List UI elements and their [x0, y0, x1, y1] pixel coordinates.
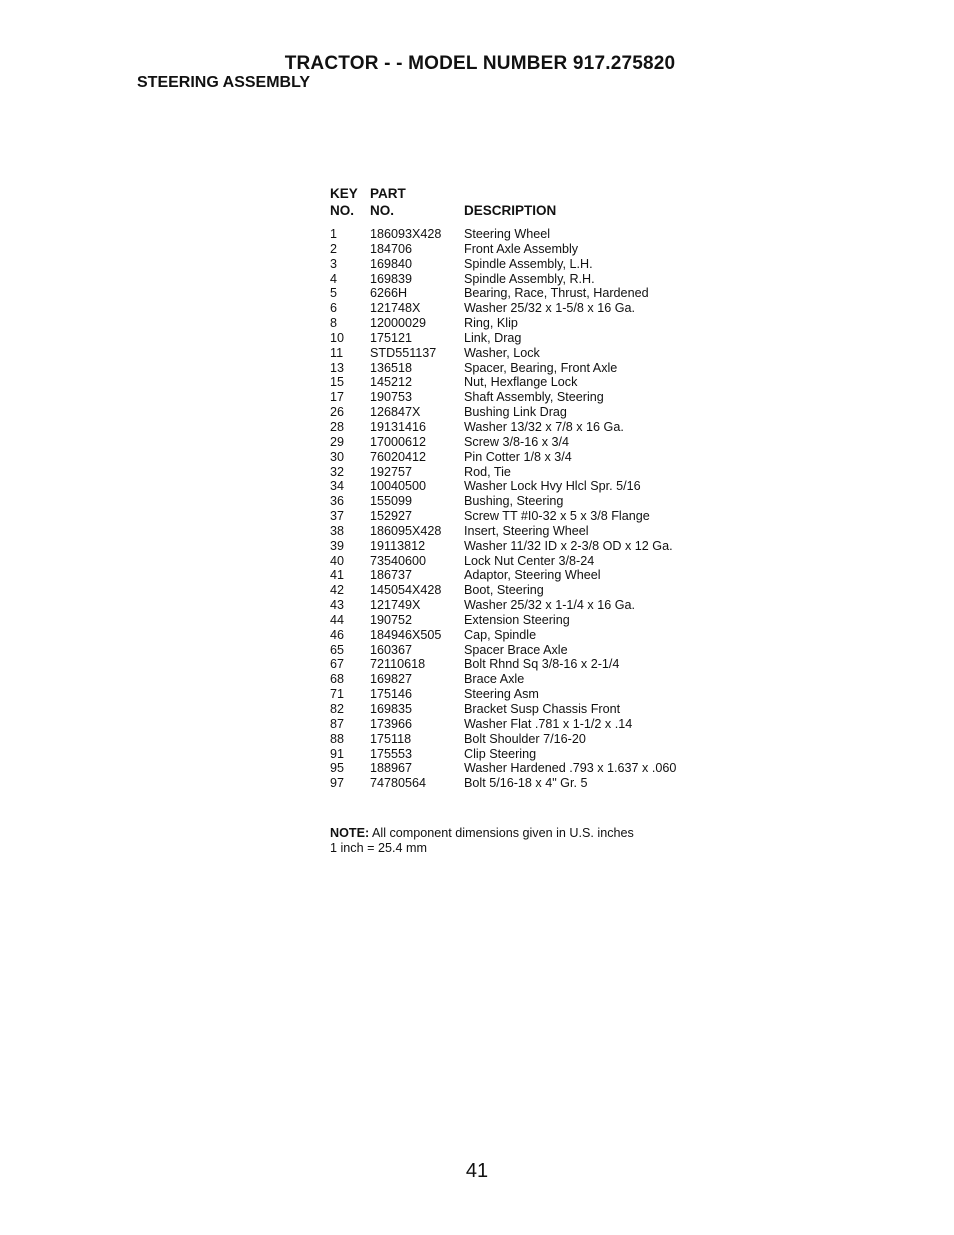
description-cell: Washer 25/32 x 1-1/4 x 16 Ga.	[464, 598, 636, 613]
table-row	[330, 732, 730, 747]
key-no-cell: 41	[330, 568, 345, 583]
key-no-cell: 95	[330, 761, 345, 776]
table-row	[330, 242, 730, 257]
description-cell: Washer 11/32 ID x 2-3/8 OD x 12 Ga.	[464, 538, 673, 553]
key-no-cell: 67	[330, 657, 345, 672]
table-row	[330, 375, 730, 390]
description-cell: Rod, Tie	[464, 464, 511, 479]
description-cell: Cap, Spindle	[464, 627, 537, 642]
part-no-cell: 175121	[370, 330, 413, 345]
table-row	[330, 450, 730, 465]
description-cell: Insert, Steering Wheel	[464, 523, 589, 538]
part-no-cell: 186093X428	[370, 227, 442, 241]
page-number: 41	[465, 1160, 489, 1182]
key-no-cell: 28	[330, 419, 345, 434]
table-row	[330, 539, 730, 554]
description-cell: Spacer Brace Axle	[464, 642, 568, 657]
part-no-cell: 173966	[370, 716, 413, 731]
section-title: STEERING ASSEMBLY	[137, 74, 311, 91]
key-no-cell: 46	[330, 627, 345, 642]
description-cell: Washer Flat .781 x 1-1/2 x .14	[464, 716, 633, 731]
key-no-cell: 17	[330, 390, 345, 405]
part-no-cell: 169827	[370, 672, 413, 687]
description-cell: Clip Steering	[464, 746, 537, 761]
table-row	[330, 761, 730, 776]
key-no-cell: 1	[330, 227, 338, 241]
table-row	[330, 613, 730, 628]
part-no-cell: 145212	[370, 375, 413, 390]
table-row	[330, 435, 730, 450]
key-no-cell: 6	[330, 301, 338, 316]
part-no-cell: 169839	[370, 271, 413, 286]
key-no-cell: 38	[330, 523, 345, 538]
description-cell: Spacer, Bearing, Front Axle	[464, 360, 618, 375]
description-cell: Adaptor, Steering Wheel	[464, 568, 601, 583]
description-cell: Boot, Steering	[464, 583, 544, 598]
key-no-cell: 13	[330, 360, 345, 375]
header-part: PART	[370, 186, 406, 201]
key-no-cell: 2	[330, 241, 338, 256]
part-no-cell: 188967	[370, 761, 413, 776]
part-no-cell: 186095X428	[370, 523, 442, 538]
description-cell: Link, Drag	[464, 330, 522, 345]
description-cell: Bushing Link Drag	[464, 405, 567, 420]
note-text: All component dimensions given in U.S. inches	[369, 826, 634, 840]
description-cell: Steering Wheel	[464, 227, 551, 241]
part-no-cell: 76020412	[370, 449, 427, 464]
table-row	[330, 509, 730, 524]
part-no-cell: 160367	[370, 642, 413, 657]
key-no-cell: 71	[330, 687, 345, 702]
table-row	[330, 420, 730, 435]
description-cell: Front Axle Assembly	[464, 241, 579, 256]
key-no-cell: 68	[330, 672, 345, 687]
table-row	[330, 583, 730, 598]
part-no-cell: 169840	[370, 256, 413, 271]
description-cell: Bracket Susp Chassis Front	[464, 702, 621, 716]
part-no-cell: STD551137	[370, 345, 437, 360]
table-row	[330, 776, 730, 791]
table-row	[330, 301, 730, 316]
key-no-cell: 44	[330, 612, 345, 627]
description-cell: Screw 3/8-16 x 3/4	[464, 434, 569, 449]
key-no-cell: 15	[330, 375, 345, 390]
part-no-cell: 74780564	[370, 776, 427, 791]
note	[330, 826, 634, 856]
table-row	[330, 257, 730, 272]
table-row	[330, 747, 730, 762]
key-no-cell: 43	[330, 598, 345, 613]
key-no-cell: 11	[330, 345, 344, 360]
table-row	[330, 568, 730, 583]
description-cell: Washer 25/32 x 1-5/8 x 16 Ga.	[464, 301, 636, 316]
key-no-cell: 32	[330, 464, 345, 479]
part-no-cell: 145054X428	[370, 583, 442, 598]
part-no-cell: 12000029	[370, 316, 427, 331]
description-cell: Bushing, Steering	[464, 494, 564, 509]
description-cell: Washer Hardened .793 x 1.637 x .060	[464, 761, 677, 776]
key-no-cell: 4	[330, 271, 338, 286]
part-no-cell: 169835	[370, 702, 413, 716]
description-cell: Washer 13/32 x 7/8 x 16 Ga.	[464, 419, 624, 434]
key-no-cell: 3	[330, 256, 338, 271]
page-title: TRACTOR - - MODEL NUMBER 917.275820	[284, 53, 676, 74]
table-row	[330, 405, 730, 420]
key-no-cell: 5	[330, 286, 338, 301]
header-key-no: NO.	[330, 203, 355, 218]
note-line-2: 1 inch = 25.4 mm	[330, 841, 427, 855]
description-cell: Bolt Rhnd Sq 3/8-16 x 2-1/4	[464, 657, 620, 672]
table-row	[330, 702, 730, 717]
key-no-cell: 65	[330, 642, 345, 657]
key-no-cell: 26	[330, 405, 345, 420]
table-row	[330, 628, 730, 643]
part-no-cell: 190752	[370, 612, 413, 627]
description-cell: Washer, Lock	[464, 345, 540, 360]
description-cell: Bolt Shoulder 7/16-20	[464, 731, 586, 746]
part-no-cell: 6266H	[370, 286, 408, 301]
description-cell: Spindle Assembly, L.H.	[464, 256, 593, 271]
part-no-cell: 175146	[370, 687, 413, 702]
key-no-cell: 10	[330, 330, 345, 345]
part-no-cell: 121749X	[370, 598, 421, 613]
key-no-cell: 36	[330, 494, 345, 509]
description-cell: Screw TT #I0-32 x 5 x 3/8 Flange	[464, 509, 650, 524]
part-no-cell: 19131416	[370, 419, 427, 434]
part-no-cell: 152927	[370, 509, 413, 524]
part-no-cell: 136518	[370, 360, 413, 375]
description-cell: Lock Nut Center 3/8-24	[464, 553, 595, 568]
description-cell: Spindle Assembly, R.H.	[464, 271, 595, 286]
key-no-cell: 8	[330, 316, 338, 331]
key-no-cell: 29	[330, 434, 345, 449]
description-cell: Extension Steering	[464, 612, 570, 627]
table-row	[330, 598, 730, 613]
parts-rows	[330, 227, 730, 791]
key-no-cell: 88	[330, 731, 345, 746]
header-key: KEY	[330, 186, 358, 201]
description-cell: Ring, Klip	[464, 316, 518, 331]
key-no-cell: 37	[330, 509, 345, 524]
description-cell: Bearing, Race, Thrust, Hardened	[464, 286, 649, 301]
table-row	[330, 687, 730, 702]
part-no-cell: 186737	[370, 568, 413, 583]
key-no-cell: 30	[330, 449, 345, 464]
table-row	[330, 479, 730, 494]
table-row	[330, 643, 730, 658]
key-no-cell: 82	[330, 702, 345, 716]
table-row	[330, 286, 730, 301]
table-row	[330, 524, 730, 539]
table-row	[330, 554, 730, 569]
part-no-cell: 184706	[370, 241, 413, 256]
part-no-cell: 126847X	[370, 405, 421, 420]
key-no-cell: 91	[330, 746, 345, 761]
table-row	[330, 331, 730, 346]
part-no-cell: 10040500	[370, 479, 427, 494]
table-row	[330, 494, 730, 509]
note-label: NOTE:	[330, 826, 370, 840]
table-row	[330, 361, 730, 376]
key-no-cell: 42	[330, 583, 345, 598]
description-cell: Pin Cotter 1/8 x 3/4	[464, 449, 572, 464]
part-no-cell: 190753	[370, 390, 413, 405]
key-no-cell: 40	[330, 553, 345, 568]
table-row	[330, 227, 730, 242]
description-cell: Steering Asm	[464, 687, 539, 702]
description-cell: Washer Lock Hvy Hlcl Spr. 5/16	[464, 479, 641, 494]
part-no-cell: 72110618	[370, 657, 426, 672]
key-no-cell: 39	[330, 538, 345, 553]
key-no-cell: 97	[330, 776, 345, 791]
part-no-cell: 192757	[370, 464, 413, 479]
table-row	[330, 346, 730, 361]
part-no-cell: 17000612	[370, 434, 427, 449]
part-no-cell: 121748X	[370, 301, 421, 316]
table-row	[330, 672, 730, 687]
part-no-cell: 19113812	[370, 538, 426, 553]
table-row	[330, 390, 730, 405]
header-part-no: NO.	[370, 203, 395, 218]
table-row	[330, 272, 730, 287]
key-no-cell: 87	[330, 716, 345, 731]
table-row	[330, 465, 730, 480]
description-cell: Brace Axle	[464, 672, 525, 687]
part-no-cell: 175118	[370, 731, 412, 746]
key-no-cell: 34	[330, 479, 345, 494]
description-cell: Shaft Assembly, Steering	[464, 390, 604, 405]
description-cell: Nut, Hexflange Lock	[464, 375, 578, 390]
part-no-cell: 155099	[370, 494, 413, 509]
table-row	[330, 717, 730, 732]
header-description: DESCRIPTION	[464, 203, 557, 218]
part-no-cell: 184946X505	[370, 627, 442, 642]
note-line-1	[330, 826, 634, 841]
part-no-cell: 73540600	[370, 553, 427, 568]
table-row	[330, 316, 730, 331]
part-no-cell: 175553	[370, 746, 413, 761]
table-row	[330, 657, 730, 672]
description-cell: Bolt 5/16-18 x 4" Gr. 5	[464, 776, 588, 791]
